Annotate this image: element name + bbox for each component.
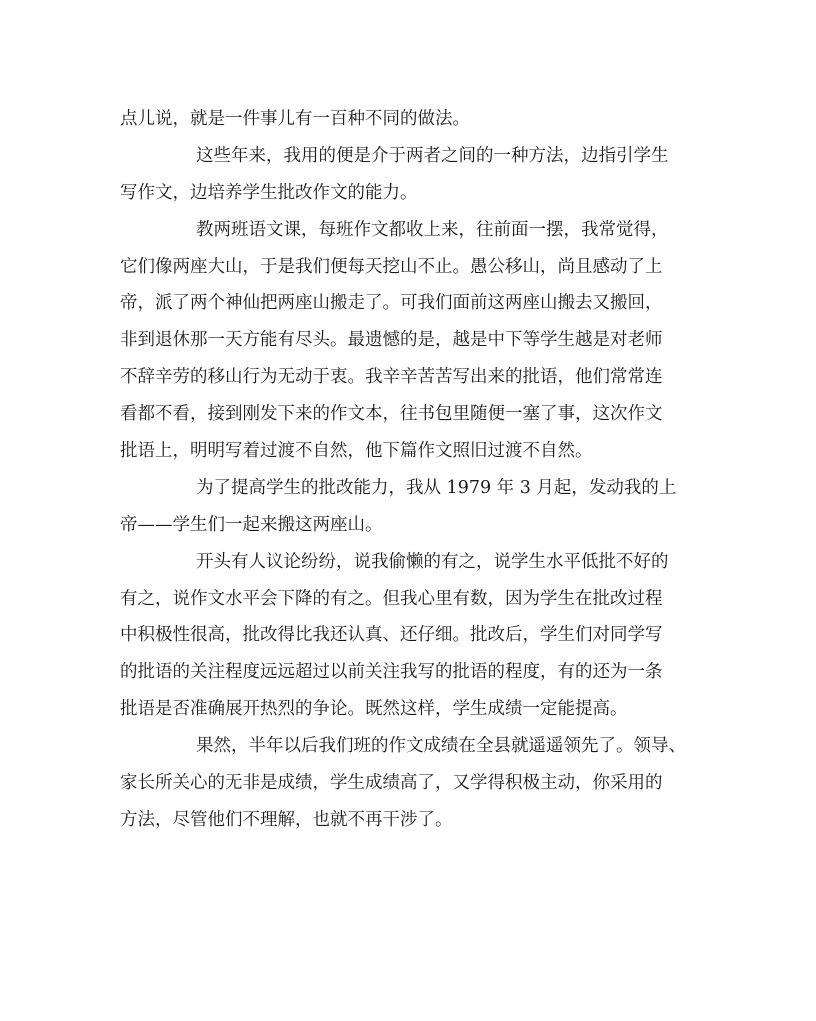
text-line: 为了提高学生的批改能力，我从 1979 年 3 月起，发动我的上 xyxy=(196,477,677,498)
text-line: 中积极性很高，批改得比我还认真、还仔细。批改后，学生们对同学写 xyxy=(120,625,663,646)
paragraph-3 xyxy=(120,212,700,470)
text-line: 这些年来，我用的便是介于两者之间的一种方法，边指引学生 xyxy=(196,145,669,166)
text-line: 家长所关心的无非是成绩，学生成绩高了，又学得积极主动，你采用的 xyxy=(120,773,663,794)
text-line: 点儿说，就是一件事儿有一百种不同的做法。 xyxy=(120,109,470,129)
paragraph-1 xyxy=(120,101,700,138)
text-line: 批语是否准确展开热烈的争论。既然这样，学生成绩一定能提高。 xyxy=(120,699,628,720)
text-line: 写作文，边培养学生批改作文的能力。 xyxy=(120,182,418,203)
paragraph-6 xyxy=(120,728,700,839)
text-line: 帝——学生们一起来搬这两座山。 xyxy=(120,514,383,535)
text-line: 不辞辛劳的移山行为无动于衷。我辛辛苦苦写出来的批语，他们常常连 xyxy=(120,367,663,388)
text-line: 看都不看，接到刚发下来的作文本，往书包里随便一塞了事，这次作文 xyxy=(120,404,663,425)
paragraph-2 xyxy=(120,138,700,212)
text-line: 方法，尽管他们不理解，也就不再干涉了。 xyxy=(120,809,453,830)
text-line: 非到退休那一天方能有尽头。最遗憾的是，越是中下等学生越是对老师 xyxy=(120,330,663,351)
text-line: 开头有人议论纷纷，说我偷懒的有之，说学生水平低批不好的 xyxy=(196,551,669,572)
text-line: 的批语的关注程度远远超过以前关注我写的批语的程度，有的还为一条 xyxy=(120,662,663,683)
paragraph-5 xyxy=(120,544,700,728)
document-body xyxy=(120,101,700,839)
paragraph-4 xyxy=(120,470,700,544)
text-line: 有之，说作文水平会下降的有之。但我心里有数，因为学生在批改过程 xyxy=(120,588,663,609)
text-line: 批语上，明明写着过渡不自然，他下篇作文照旧过渡不自然。 xyxy=(120,441,593,462)
text-line: 它们像两座大山，于是我们便每天挖山不止。愚公移山，尚且感动了上 xyxy=(120,256,663,277)
text-line: 帝，派了两个神仙把两座山搬走了。可我们面前这两座山搬去又搬回， xyxy=(120,293,663,314)
text-line: 教两班语文课，每班作文都收上来，往前面一摆，我常觉得， xyxy=(196,219,669,240)
text-line: 果然，半年以后我们班的作文成绩在全县就遥遥领先了。领导、 xyxy=(196,736,686,757)
